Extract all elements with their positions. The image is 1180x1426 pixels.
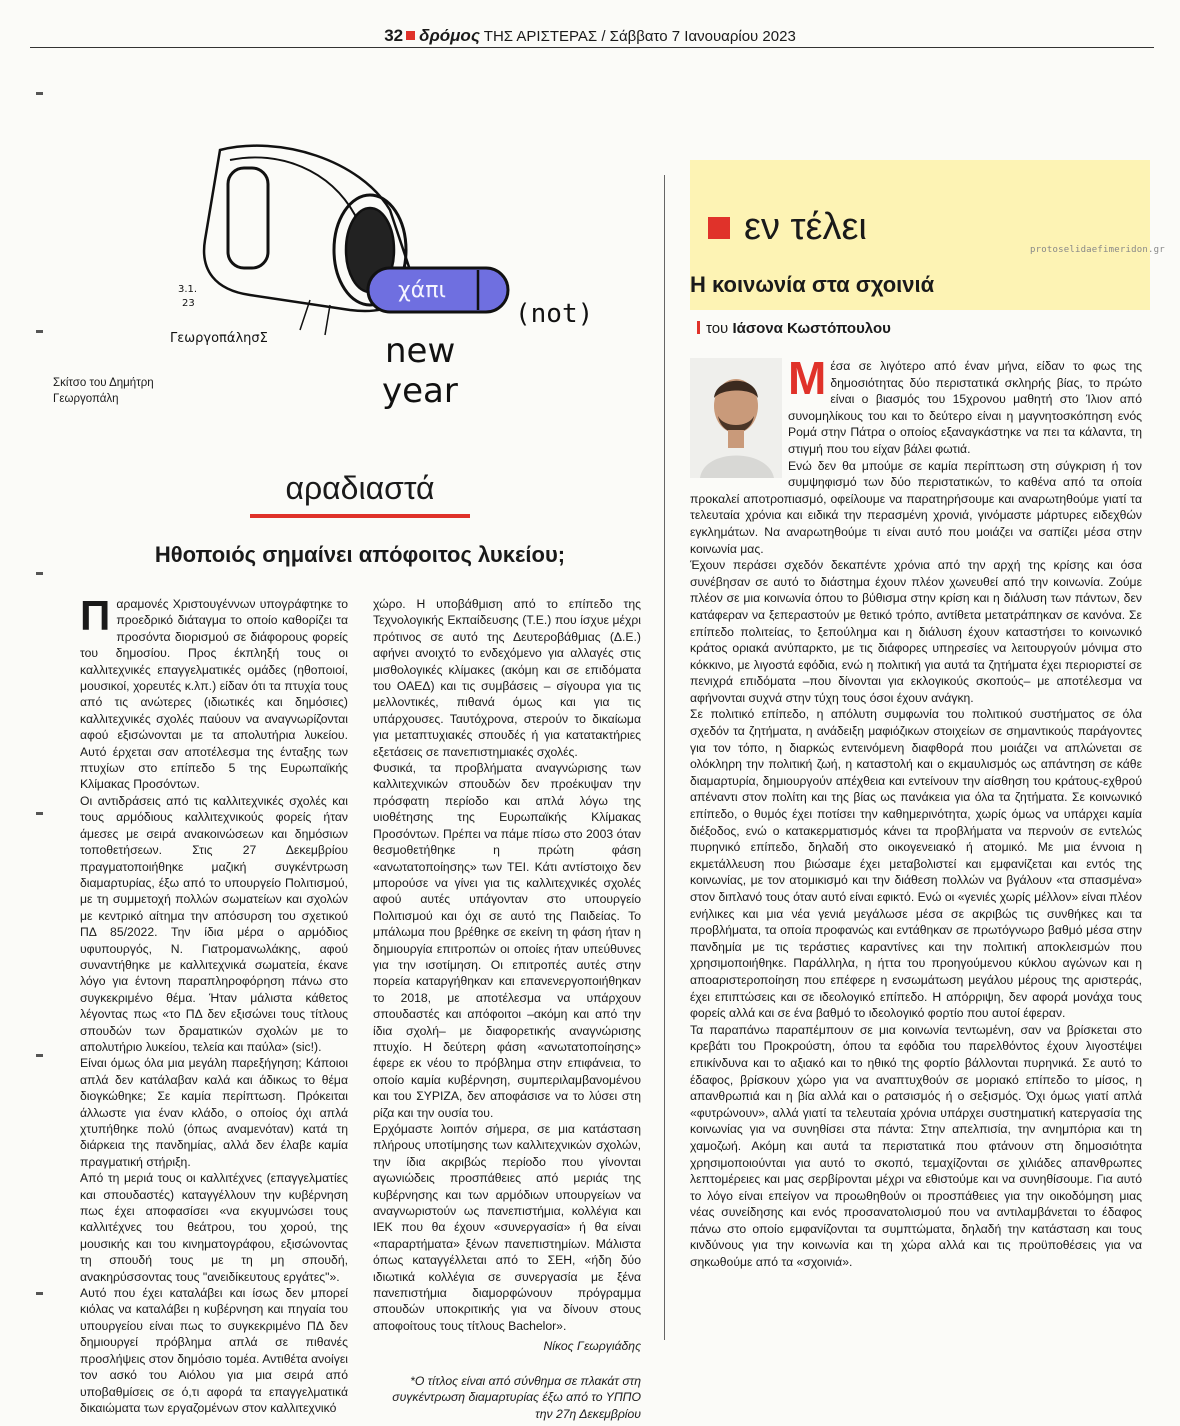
paragraph: Αυτό που έχει καταλάβει και ίσως δεν μπορεί κιόλας να καταλάβει η κυβέρνηση και πηγαία του υπουργείου είναι πως το συγκεκριμένο ΠΔ δεν δημιουργεί πρόβλημα απλά σε πιθανές προσλήψεις στον δημόσιο τομέα. Αντιθέτα ανοίγει τον ασκό του Αιόλου για μια σειρά από υποβαθμίσεις σε ό,τι αφορά τα επαγγελματικά δικαιώματα των εργαζομένων στον καλλιτεχνικό [80, 1286, 348, 1415]
paragraph: έσα σε λιγότερο από έναν μήνα, είδαν το φως της δημοσιότητας δύο περιστατικά σκληρής βίας, το πρώτο είναι ο βιασμός του 15χρονου μαθητή στο Ίλιον από συνομηλίκους του και το δεύτερο είναι η μαγνητοσκόπηση ενός Ρομά στην Πάτρα ο οποίος εξαναγκάστηκε να πει τα κάλαντα, τη στιγμή που του είχαν βάλει φωτιά. [788, 359, 1142, 456]
page-header [0, 26, 1180, 46]
dropcap-left: Π [80, 592, 111, 639]
column-divider [664, 175, 665, 1340]
article-headline-left: Ηθοποιός σημαίνει απόφοιτος λυκείου; [154, 542, 566, 567]
paragraph: Έχουν περάσει σχεδόν δεκαπέντε χρόνια από την αρχή της κρίσης και όσα συνέβησαν σε αυτό το διάστημα έχουν πλέον χωνευθεί από την κοινωνία. Ζούμε πλέον σε μια κοινωνία όπου το βύθισμα στην κρίση και η διάλυση των πάντων, δεν κατάφεραν να ξεπεραστούν με θετικό τρόπο, αντίθετα μετατράπηκαν σε κανόνα. Σε επίπεδο πολιτείας, το ξεπούλημα και η διάλυση έχουν καταστήσει το κοινωνικό κράτος οριακά ανύπαρκτο, με τις διάφορες υπηρεσίες να λειτουργούν μόνιμα στο κόκκινο, με λιγοστά εφόδια, ενώ η πολιτική για αυτά τα ζητήματα έχει περιοριστεί σε πενιχρά επιδόματα –που δίνονται για εκλογικούς σκοπούς– με αποτέλεσμα να αφήνονται συχνά στην τύχη τους όσοι έχουν ανάγκη. [690, 558, 1142, 705]
dropcap-right: Μ [788, 352, 827, 404]
binding-mark [36, 92, 43, 95]
section-label: εν τέλει [744, 206, 867, 248]
header-divider [30, 47, 1154, 48]
artist-signature: ΓεωργοπάλησΣ [170, 331, 268, 346]
svg-text:23: 23 [182, 298, 195, 309]
paragraph: Από τη μεριά τους οι καλλιτέχνες (επαγγελματίες και σπουδαστές) καταγγέλλουν την κυβέρνηση πως έχει αποφασίσει «να εκγυμνώσει τους καλλιτέχνες του θεάτρου, του χορού, της μουσικής και του κινηματογράφου, εξισώνοντας τη σπουδή τους με τη μη σπουδή, ανακηρύσσοντας τους "ανειδίκευτους εργάτες"». [80, 1171, 348, 1284]
not-label: (not) [515, 299, 594, 329]
paragraph: Φυσικά, τα προβλήματα αναγνώρισης των καλλιτεχνικών σπουδών δεν προέκυψαν την πρόσφατη περίοδο και απλά λόγω της υιοθέτησης της Ευρωπαϊκής Κλίμακας Προσόντων. Πρέπει να πάμε πίσω στο 2003 όταν θεσμοθετήθηκε η πρώτη φάση «ανωτατοποίησης» των ΤΕΙ. Κάτι αντίστοιχο δεν μπορούσε να γίνει για τις καλλιτεχνικές σχολές αφού αυτές υπάγονταν στο υπουργείο Πολιτισμού και όχι σε αυτό της Παιδείας. Το μπάλωμα που βρέθηκε σε εκείνη τη φάση ήταν η δημιουργία επιτροπών οι οποίες ήταν υπεύθυνες για την ισοτίμηση. Οι επιτροπές αυτές στην πορεία καταργήθηκαν και επανενεργοποιήθηκαν το 2018, με αποτέλεσμα να υπάρχουν σπουδαστές και απόφοιτοι –ακόμη και από την ίδια σχολή– με διαφορετικής αναγνώρισης πτυχίο. Η δεύτερη φάση «ανωτατοποίησης» έφερε εκ νέου το πρόβλημα στην επιφάνεια, το οποίο καμία κυβέρνηση, συμπεριλαμβανομένου και του ΣΥΡΙΖΑ, δεν αποφάσισε να το λύσει στη ρίζα και την ουσία του. [373, 761, 641, 1120]
source-watermark: protoselidaefimeridon.gr [1030, 245, 1165, 255]
binding-mark [36, 572, 43, 575]
pill-drawing [368, 268, 508, 312]
paragraph: Ενώ δεν θα μπούμε σε καμία περίπτωση στη σύγκριση ή τον συμψηφισμό των δύο περιστατικών, το καθένα από τα οποία προκαλεί αποτροπιασμό, οφείλουμε να παρατηρήσουμε και αναρωτηθούμε γιατί τα τελευταία χρόνια και ειδικά την περασμένη χρονιά, γινόμαστε μάρτυρες ειδεχθών εγκλημάτων. Να αναρωτηθούμε τι είναι αυτό που μοιάζει να σαπίζει μέσα στην κοινωνία μας. [690, 458, 1142, 556]
binding-mark [36, 330, 43, 333]
footnote: *Ο τίτλος είναι από σύνθημα σε πλακάτ στη συγκέντρωση διαμαρτυρίας έξω από το ΥΠΠΟ την 27η Δεκεμβρίου [392, 1373, 641, 1421]
section-title-left: αραδιαστά [285, 470, 435, 506]
paragraph: χώρο. Η υποβάθμιση από το επίπεδο της Τεχνολογικής Εκπαίδευσης (Τ.Ε.) που ίσχυε μέχρι πρότινος σε αυτό της Δευτεροβάθμιας (Δ.Ε.) αφήνει ανοιχτό το ενδεχόμενο για αλλαγές στις μισθολογικές κλίμακες (ακόμη και σε επιδόματα του ΟΑΕΔ) και τις συμβάσεις – σίγουρα για τις μελλοντικές, πιθανά όμως και για τις υπάρχουσες. Ταυτόχρονα, στερούν το δικαίωμα για μεταπτυχιακές σπουδές ή για κατατακτήριες εξετάσεις σε πανεπιστημιακές σχολές. [373, 597, 641, 759]
author-signature: Νίκος Γεωργιάδης [543, 1339, 641, 1354]
author-photo [690, 358, 788, 480]
paragraph: Ερχόμαστε λοιπόν σήμερα, σε μια κατάσταση πλήρους υποτίμησης των καλλιτεχνικών σχολών, την ίδια ακριβώς περίοδο που γίνονται αγωνιώδεις προσπάθειες από μεριάς της κυβέρνησης και των αρμόδιων υπουργείων να αναγνωριστούν ως πανεπιστήμια, κολλέγια και ΙΕΚ που θα έχουν «συνεργασία» ή θα είναι «παραρτήματα» ξένων πανεπιστημίων. Μάλιστα όπως καταγγέλλεται από το ΣΕΗ, «ήδη δύο ιδιωτικά κολλέγια σε συνεργασία με ξένα πανεπιστήμια διαμορφώνουν πρόγραμμα σπουδών υποκριτικής για να δίνουν στους αποφοίτους τους τίτλους Bachelor». [373, 1122, 641, 1333]
page-number: 32 [384, 26, 404, 45]
binding-mark [36, 1292, 43, 1295]
section-underline [250, 514, 470, 518]
paragraph: Τα παραπάνω παραπέμπουν σε μια κοινωνία τεντωμένη, σαν να βρίσκεται στο κρεβάτι του Προκρούστη, όπου τα εφόδια του παρελθόντος έχουν λιγοστέψει επικίνδυνα και το αξιακό και το ηθικό της φορτίο βάλλονται πυρηνικά. Σε αυτό το έδαφος, βρίσκουν χώρο για να αναπτυχθούν σε μοριακό επίπεδο το μίσος, η απανθρωπιά και η βία αλλά και ο ρατσισμός ή ο σεξισμός. Όχι όμως γιατί απλά «φυτρώνουν», αλλά γιατί τα τελευταία χρόνια υπάρχει συστηματική κατεργασία της κοινωνίας για να συνηθίσει στα πάντα: Στην απελπισία, την ανημπόρια και τη χαμοζωή. Ακόμη και αυτά τα περιστατικά που φτάνουν στη δημοσιότητα χρησιμοποιούνται για αυτό το σκοπό, τεμαχίζονται σε χιλιάδες απανθρωπες λεπτομέρειες και μας σερβίρονται μέχρι να εθιστούμε και να συνηθίσουμε. Για αυτό το λόγο είναι επείγον να προωθηθούν οι προσπάθειες για την οικοδόμηση μιας νέας συνείδησης και ενός προσανατολισμού που να αντιλαμβάνεται το έδαφος πάνω στο οποίο εμφανίζονται τα συμπτώματα, δηλαδή την κατάσταση και τους κινδύνους για την κοινωνία και τη χώρα αλλά και τις προϋποθέσεις για να σηκωθούμε από τα «σχοινιά». [690, 1022, 1142, 1270]
section-title-right [708, 206, 867, 249]
pill-label: χάπι [398, 278, 446, 303]
cartoon-credit: Σκίτσο του Δημήτρη Γεωργοπάλη [53, 377, 154, 405]
header-square-icon [406, 31, 415, 40]
cartoon-illustration [160, 130, 600, 430]
article-column-1 [80, 592, 348, 1415]
article-headline-right: Η κοινωνία στα σχοινιά [690, 272, 935, 297]
binding-mark [36, 812, 43, 815]
byline-bar-icon [697, 321, 700, 334]
article-column-2 [373, 596, 641, 1421]
section-square-icon [708, 217, 730, 239]
paragraph: αραμονές Χριστουγέννων υπογράφτηκε το προεδρικό διάταγμα το οποίο καθορίζει τα προσόντα διορισμού σε διάφορους φορείς του δημοσίου. Προς έκπληξή τους οι καλλιτεχνικές επαγγελματικές ομάδες (ηθοποιοί, μουσικοί, χορευτές κ.λπ.) είδαν ότι τα πτυχία τους από τις ανώτερες (ιδιωτικές και δημόσιες) καλλιτεχνικές σχολές παύουν να αναγνωρίζονται αφού εξισώνονται με τα απολυτήρια λυκείου. Αυτό έρχεται σαν αποτέλεσμα της ένταξης των πτυχίων στο επίπεδο 5 της Ευρωπαϊκής Κλίμακας Προσόντων. [80, 597, 348, 792]
paragraph: Σε πολιτικό επίπεδο, η απόλυτη συμφωνία του πολιτικού συστήματος σε όλα σχεδόν τα ζητήματα, η ανάδειξη μαφιόζικων στοιχείων σε σημαντικούς παράγοντες για τον τόπο, η διαρκώς εντεινόμενη διαφθορά που μοιάζει να απλώνεται σε ολόκληρη την πολιτική ζωή, η καταστολή και ο εκμαυλισμός ως απάντηση σε κάθε διαμαρτυρία, δημιουργούν απέχθεια και εντείνουν την αίσθηση του κράτους-εχθρού απέναντι στον πολίτη και της βίας ως πανάκεια για όλα τα ζητήματα. Σε κοινωνικό επίπεδο, ο θυμός έχει ποτίσει την καθημερινότητα, χωρίς όμως να υπάρχει καμία διέξοδος, ενώ ο κατακερματισμός κάνει τα προβλήματα να περνούν σε εντελώς πυρηνικό επίπεδο, δηλαδή στο οικογενειακό ή ατομικό. Με μια έννοια η εκμετάλλευση που βιώσαμε έχει μεταβολιστεί και εμφανίζεται και εντός της κοινωνίας, με τον ατομικισμό και την διάθεση πολλών να βγάλουν «τα σπασμένα» στον διπλανό τους όταν αυτό είναι εφικτό. Ενώ οι «γενιές χωρίς μέλλον» είναι πλέον ενήλικες και μια νέα γενιά μεγάλωσε μέσα σε ακριβώς τις συνθήκες και τα προβλήματα, τα οποία προφανώς και εντάθηκαν σε πρωτόγνωρο βαθμό μέσα στην πανδημία με τις τεράστιες καραντίνες και την πολιτική αποκλεισμών που χρησιμοποιήθηκε. Παράλληλα, η ήττα του προηγούμενου κύκλου αγώνων και η αποαριστεροποίηση που επέφερε η ενσωμάτωση μεγάλου μέρους της αριστεράς, έχει επιπτώσεις και σε ιδεολογικό επίπεδο. Η απόρριψη, δεν αφορά μονάχα τους φορείς αλλά και σε ένα βαθμό το ιδεολογικό φορτίο που αυτοί έφεραν. [690, 707, 1142, 1021]
paragraph: Οι αντιδράσεις από τις καλλιτεχνικές σχολές και τους αρμόδιους καλλιτεχνικούς φορείς ήταν άμεσες με σειρά ανακοινώσεων και δημόσιων τοποθετήσεων. Στις 27 Δεκεμβρίου πραγματοποιήθηκε μαζική συγκέντρωση διαμαρτυρίας, έξω από το υπουργείο Πολιτισμού, με τη συμμετοχή πολλών σωματείων και σχολών με κεντρικό αίτημα την απόσυρση του σχετικού ΠΔ 85/2022. Την ίδια μέρα ο αρμόδιος υφυπουργός, Ν. Γιατρομανωλάκης, αφού συναντήθηκε με καλλιτεχνικά σωματεία, έκανε λόγο για έντονη παραπληροφόρηση πάνω στο συγκεκριμένο θέμα. Ήταν μάλιστα κάθετος λέγοντας πως «το ΠΔ δεν εξισώνει τους τίτλους σπουδών των δραματικών σχολών με το απολυτήριο λυκείου, τελεία και παύλα» (sic!). [80, 793, 348, 1054]
cartoon-date: 3.1. [178, 284, 198, 295]
byline-author: Ιάσονα Κωστόπουλου [732, 320, 891, 337]
paragraph: Είναι όμως όλα μια μεγάλη παρεξήγηση; Κάποιοι απλά δεν κατάλαβαν καλά και άδικως το θέμα διογκώθηκε; Σε καμία περίπτωση. Πρόκειται άλλωστε για έναν κλάδο, ο οποίος όχι απλά χτυπήθηκε πολύ (όπως αναμενόταν) κατά τη διάρκεια της πανδημίας, αλλά δεν έλαβε καμία πραγματική στήριξη. [80, 1056, 348, 1169]
binding-mark [36, 1054, 43, 1057]
issue-info: ΤΗΣ ΑΡΙΣΤΕΡΑΣ / Σάββατο 7 Ιανουαρίου 2023 [483, 28, 796, 45]
new-label: new [385, 331, 456, 371]
article-column-right [690, 352, 1142, 1343]
byline [697, 320, 891, 337]
year-label: year [382, 371, 458, 411]
brand-name: δρόμος [419, 26, 480, 45]
byline-prefix: του [706, 320, 729, 337]
